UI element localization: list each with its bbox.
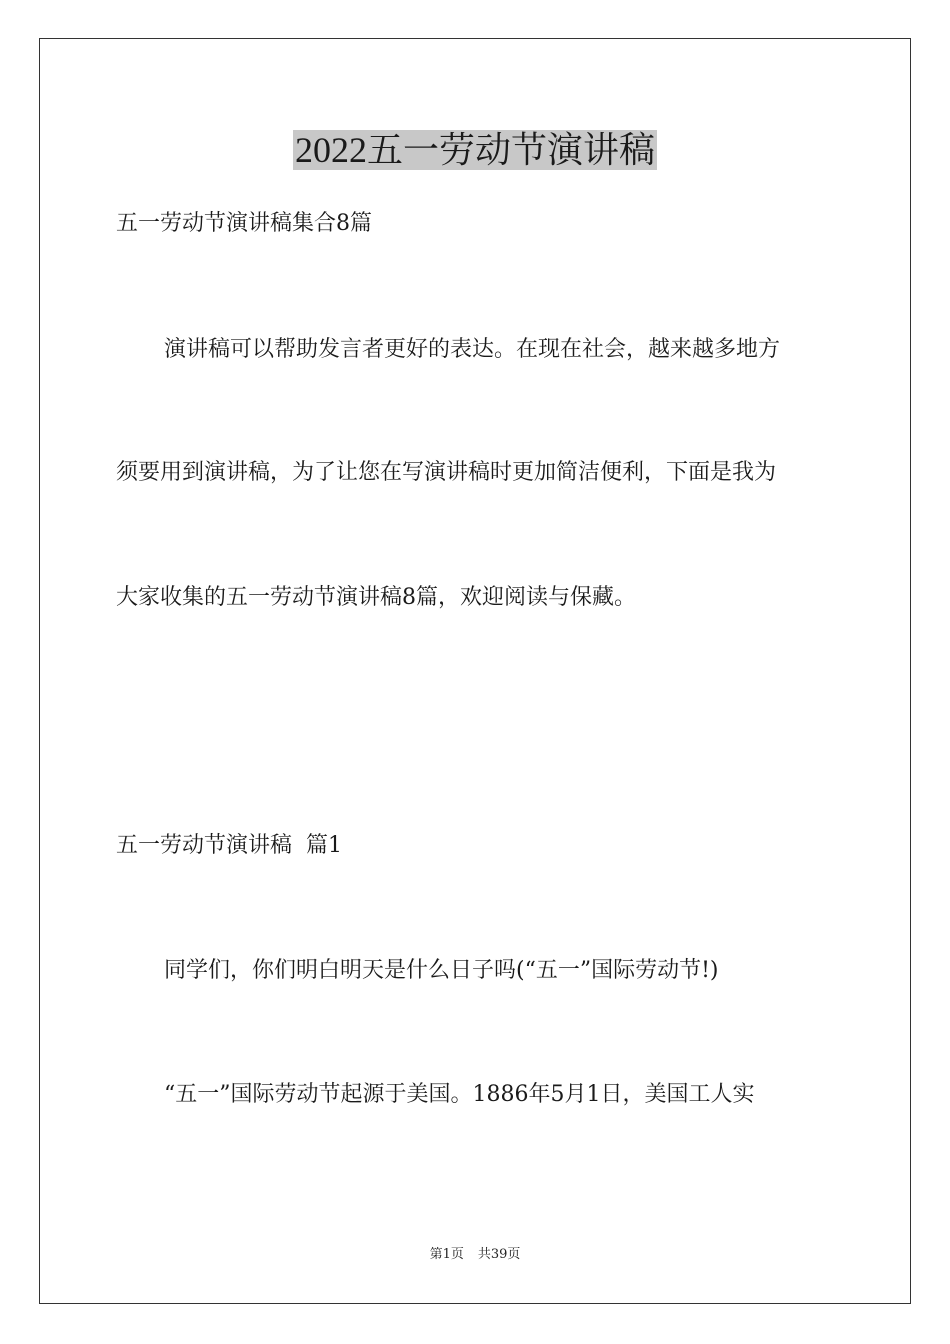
document-title [0, 126, 950, 174]
body-line-1: 同学们，你们明白明天是什么日子吗(“五一”国际劳动节!) [164, 958, 719, 983]
page-footer [0, 1246, 950, 1264]
intro-line-1: 演讲稿可以帮助发言者更好的表达。在现在社会，越来越多地方 [164, 337, 781, 362]
page-total: 共39页 [477, 1247, 521, 1262]
section-heading: 五一劳动节演讲稿 篇1 [116, 833, 342, 858]
intro-line-3: 大家收集的五一劳动节演讲稿8篇，欢迎阅读与保藏。 [116, 585, 636, 610]
intro-line-2: 须要用到演讲稿，为了让您在写演讲稿时更加简洁便利，下面是我为 [116, 460, 777, 485]
document-title-text: 2022五一劳动节演讲稿 [294, 130, 655, 170]
page-number: 第1页 [429, 1247, 464, 1262]
document-subtitle: 五一劳动节演讲稿集合8篇 [116, 211, 372, 236]
body-line-2: “五一”国际劳动节起源于美国。1886年5月1日，美国工人实 [164, 1082, 755, 1107]
